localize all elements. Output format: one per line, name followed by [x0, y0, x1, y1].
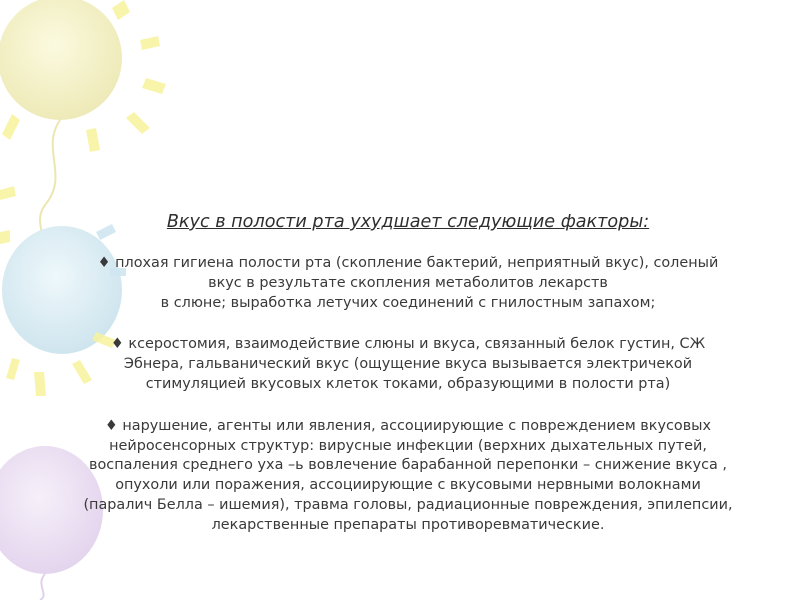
text-line: ♦ плохая гигиена полости рта (скопление бактерий, неприятный вкус), соленый [97, 255, 719, 271]
text-line: (паралич Белла – ишемия), травма головы, радиационные повреждения, эпилепсии, [83, 496, 733, 513]
paragraph-xerostomia [40, 335, 776, 394]
text-content [40, 210, 776, 558]
text-line: воспаления среднего уха –ь вовлечение барабанной перепонки – снижение вкуса , [89, 457, 727, 474]
text-line: лекарственные препараты противоревматические. [211, 516, 605, 533]
text-line: опухоли или поражения, ассоциирующие с вкусовыми нервными волокнами [115, 477, 701, 494]
paragraph-neurosensory [40, 417, 776, 536]
balloon-yellow [0, 0, 122, 120]
text-line: Эбнера, гальванический вкус (ощущение вкуса вызывается электричекой [123, 356, 693, 373]
sun-rays-middle [0, 186, 16, 244]
text-line: вкус в результате скопления метаболитов лекарств [208, 274, 608, 291]
text-line: стимуляцией вкусовых клеток токами, образующими в полости рта) [145, 375, 671, 392]
slide-title: Вкус в полости рта ухудшает следующие факторы: [166, 212, 650, 232]
paragraph-oral-hygiene [40, 254, 776, 313]
text-line: ♦ нарушение, агенты или явления, ассоциирующие с повреждением вкусовых [104, 417, 712, 434]
text-line: нейросенсорных структур: вирусные инфекции (верхних дыхательных путей, [109, 437, 707, 454]
text-line: ♦ ксеростомия, взаимодействие слюны и вкуса, связанный белок густин, СЖ [110, 336, 706, 353]
text-line: в слюне; выработка летучих соединений с гнилостным запахом; [160, 294, 656, 311]
